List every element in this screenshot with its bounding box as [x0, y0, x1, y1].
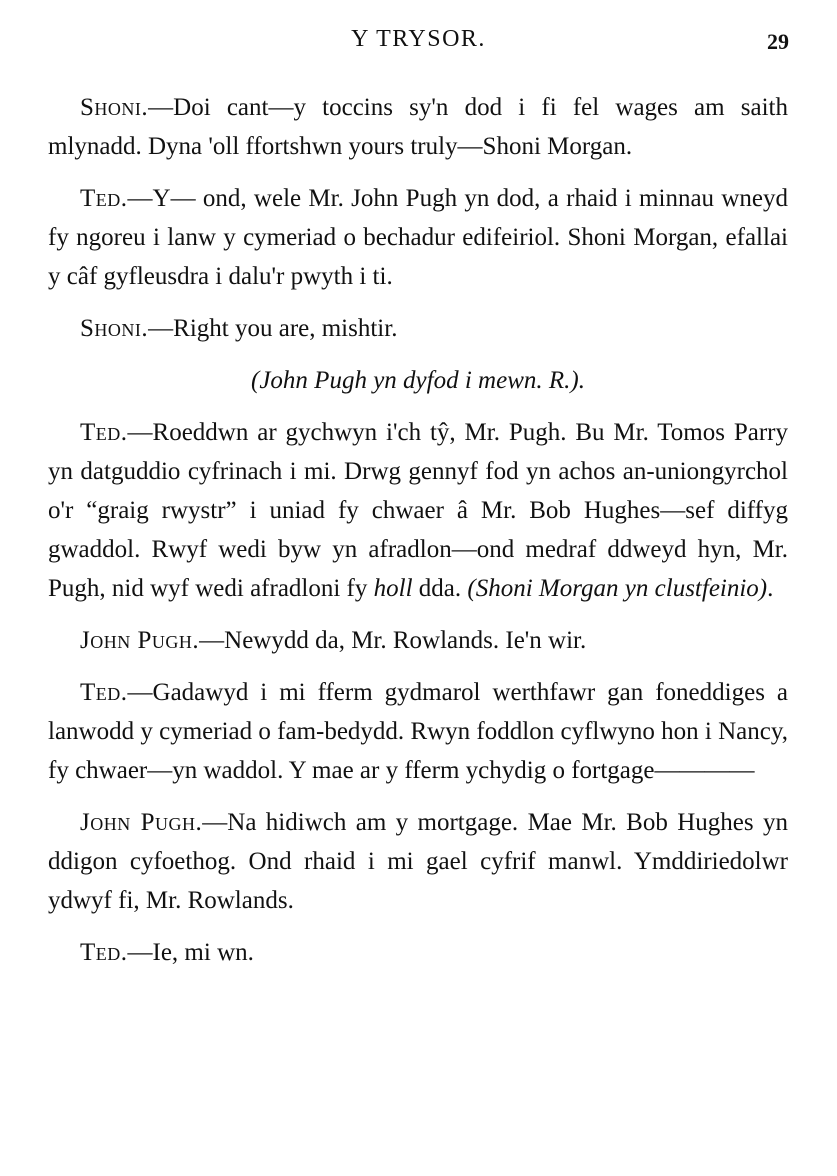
dialogue-text: —Gadawyd i mi fferm gydmarol werthfawr gan foneddiges a lanwodd y cymeriad o fam-bedydd. Rwyn foddlon cyflwyno hon i Nancy, fy chwaer—yn waddol. Y mae ar y fferm ychydig o fortgage————	[48, 679, 788, 784]
dialogue-paragraph	[48, 413, 788, 608]
page-header	[0, 26, 837, 66]
stage-direction: (John Pugh yn dyfod i mewn. R.).	[251, 367, 585, 394]
speaker-name: Shoni.	[80, 94, 149, 121]
page-number: 29	[767, 29, 789, 54]
dialogue-text: —Right you are, mishtir.	[148, 315, 398, 342]
speaker-name: John Pugh.	[80, 809, 203, 836]
dialogue-text: —Na hidiwch am y mortgage. Mae Mr. Bob Hughes yn ddigon cyfoethog. Ond rhaid i mi gael cyfrif manwl. Ymddiriedolwr ydwyf fi, Mr. Rowlands.	[48, 809, 788, 914]
dialogue-paragraph	[48, 621, 788, 660]
dialogue-paragraph	[48, 673, 788, 790]
speaker-name: John Pugh.	[80, 627, 200, 654]
dialogue-text: .	[767, 575, 774, 602]
speaker-name: Ted.	[80, 939, 128, 966]
body-text	[48, 88, 788, 985]
dialogue-paragraph	[48, 179, 788, 296]
dialogue-text: —Doi cant—y toccins sy'n dod i fi fel wages am saith mlynadd. Dyna 'oll ffortshwn yours truly—Shoni Morgan.	[48, 94, 788, 160]
dialogue-text: —Y— ond, wele Mr. John Pugh yn dod, a rhaid i minnau wneyd fy ngoreu i lanw y cymeriad o bechadur edifeiriol. Shoni Morgan, efallai y câf gyfleusdra i dalu'r pwyth i ti.	[48, 185, 788, 290]
speaker-name: Ted.	[80, 419, 128, 446]
dialogue-text: —Roeddwn ar gychwyn i'ch tŷ, Mr. Pugh. Bu Mr. Tomos Parry yn datguddio cyfrinach i mi. Drwg gennyf fod yn achos an-uniongyrchol o'r “graig rwystr” i uniad fy chwaer â Mr. Bob Hughes—sef diffyg gwaddol. Rwyf wedi byw yn afradlon—ond medraf ddweyd hyn, Mr. Pugh, nid wyf wedi afradloni fy	[48, 419, 788, 602]
running-title: Y TRYSOR.	[351, 26, 486, 52]
dialogue-paragraph	[48, 88, 788, 166]
speaker-name: Ted.	[80, 185, 128, 212]
speaker-name: Ted.	[80, 679, 128, 706]
dialogue-paragraph	[48, 309, 788, 348]
inline-stage-direction: (Shoni Morgan yn clustfeinio)	[467, 575, 768, 602]
dialogue-paragraph	[48, 933, 788, 972]
dialogue-text: dda.	[412, 575, 468, 602]
speaker-name: Shoni.	[80, 315, 149, 342]
dialogue-text: —Ie, mi wn.	[127, 939, 254, 966]
dialogue-paragraph	[48, 803, 788, 920]
dialogue-text: —Newydd da, Mr. Rowlands. Ie'n wir.	[199, 627, 587, 654]
emphasis-text: holl	[373, 575, 413, 602]
